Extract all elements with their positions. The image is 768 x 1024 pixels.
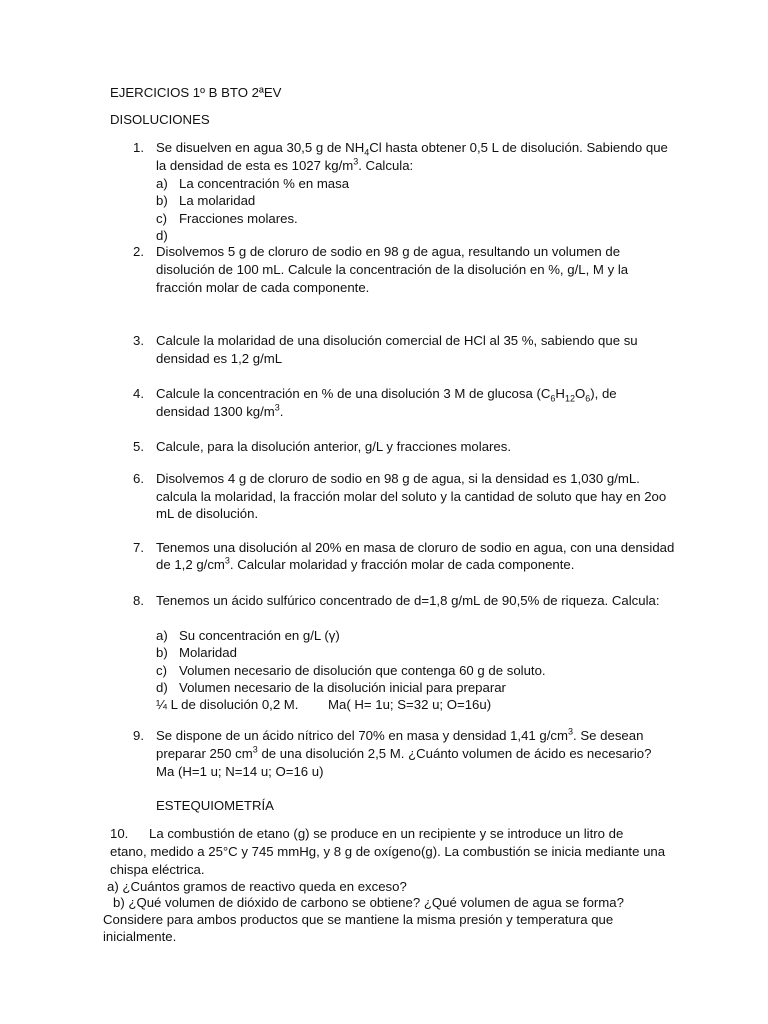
exercise-number: 7. [133,540,144,555]
exercise-6-line-3: mL de disolución. [156,506,259,521]
exercise-10-line-4: a) ¿Cuántos gramos de reactivo queda en exceso? [107,879,407,894]
item-letter: c) [156,663,167,678]
item-text: La concentración % en masa [179,176,350,191]
exercise-7-line-2: de 1,2 $g/cm^3$. Calcular molaridad y fracción molar de cada componente. [156,555,575,572]
exercise-10-line-3: chispa eléctrica. [110,862,205,877]
item-letter: c) [156,211,167,226]
exercise-10-line-6: Considere para ambos productos que se mantiene la misma presión y temperatura que [103,912,614,927]
exercise-number: 10. [110,826,129,841]
item-letter: b) [156,193,168,208]
exercise-8-atomic-masses: Ma( H= 1u; S=32 u; O=16u) [328,697,492,712]
exercise-3-line-1: Calcule la molaridad de una disolución comercial de HCl al 35 %, sabiendo que su [156,333,638,348]
item-text: Molaridad [179,645,237,660]
document-title: EJERCICIOS 1º B BTO 2ªEV [110,85,282,100]
exercise-4-line-1: Calcule la concentración en % de una disolución 3 M de glucosa $(C_6H_{12}O_6)$, de [156,386,617,404]
exercise-1-line-1: Se disuelven en agua 30,5 g de $NH_4Cl$ hasta obtener 0,5 L de disolución. Sabiendo que [156,140,668,158]
item-text: Fracciones molares. [179,211,298,226]
exercise-number: 5. [133,439,144,454]
exercise-number: 4. [133,386,144,401]
exercise-9-line-3: Ma (H=1 u; N=14 u; O=16 u) [156,764,324,779]
exercise-2-line-2: disolución de 100 mL. Calcule la concentración de la disolución en %, g/L, M y la [156,262,629,277]
section-heading-disoluciones: DISOLUCIONES [110,112,210,127]
exercise-2-line-1: Disolvemos 5 g de cloruro de sodio en 98 g de agua, resultando un volumen de [156,244,621,259]
exercise-number: 9. [133,728,144,743]
exercise-10-line-5: b) ¿Qué volumen de dióxido de carbono se obtiene? ¿Qué volumen de agua se forma? [113,895,624,910]
item-letter: d) [156,228,168,243]
exercise-10-line-7: inicialmente. [103,929,177,944]
item-letter: b) [156,645,168,660]
exercise-number: 1. [133,140,144,155]
item-letter: a) [156,176,168,191]
exercise-10-line-2: etano, medido a 25°C y 745 mmHg, y 8 g de oxígeno(g). La combustión se inicia mediante una [110,844,666,859]
exercise-1-line-2: la densidad de esta es 1027 $kg/m^3$. Calcula: [156,156,414,173]
exercise-3-line-2: densidad es 1,2 g/mL [156,351,283,366]
item-text: La molaridad [179,193,256,208]
exercise-number: 8. [133,593,144,608]
exercise-7-line-1: Tenemos una disolución al 20% en masa de cloruro de sodio en agua, con una densidad [156,540,675,555]
exercise-8-line-1: Tenemos un ácido sulfúrico concentrado de d=1,8 g/mL de 90,5% de riqueza. Calcula: [156,593,660,608]
exercise-2-line-3: fracción molar de cada componente. [156,280,370,295]
item-letter: d) [156,680,168,695]
exercise-5-line-1: Calcule, para la disolución anterior, g/L y fracciones molares. [156,439,512,454]
item-text: Volumen necesario de disolución que contenga 60 g de soluto. [179,663,546,678]
item-text: Su concentración en g/L (γ) [179,628,340,643]
section-heading-estequiometria: ESTEQUIOMETRÍA [156,798,274,813]
exercise-8-last-line: ¼ L de disolución 0,2 M. [156,697,299,712]
exercise-10-line-1: La combustión de etano (g) se produce en un recipiente y se introduce un litro de [149,826,624,841]
exercise-6-line-1: Disolvemos 4 g de cloruro de sodio en 98 g de agua, si la densidad es 1,030 g/mL. [156,471,640,486]
item-letter: a) [156,628,168,643]
item-text: Volumen necesario de la disolución inicial para preparar [179,680,506,695]
exercise-9-line-1: Se dispone de un ácido nítrico del 70% en masa y densidad 1,41 $g/cm^3$. Se desean [156,726,644,743]
exercise-6-line-2: calcula la molaridad, la fracción molar del soluto y la cantidad de soluto que hay en 2oo [156,489,667,504]
exercise-4-line-2: densidad 1300 $kg/m^3$. [156,402,284,419]
exercise-number: 6. [133,471,144,486]
exercise-number: 2. [133,244,144,259]
exercise-number: 3. [133,333,144,348]
exercise-9-line-2: preparar 250 $cm^3$ de una disolución 2,5 M. ¿Cuánto volumen de ácido es necesario? [156,744,652,761]
